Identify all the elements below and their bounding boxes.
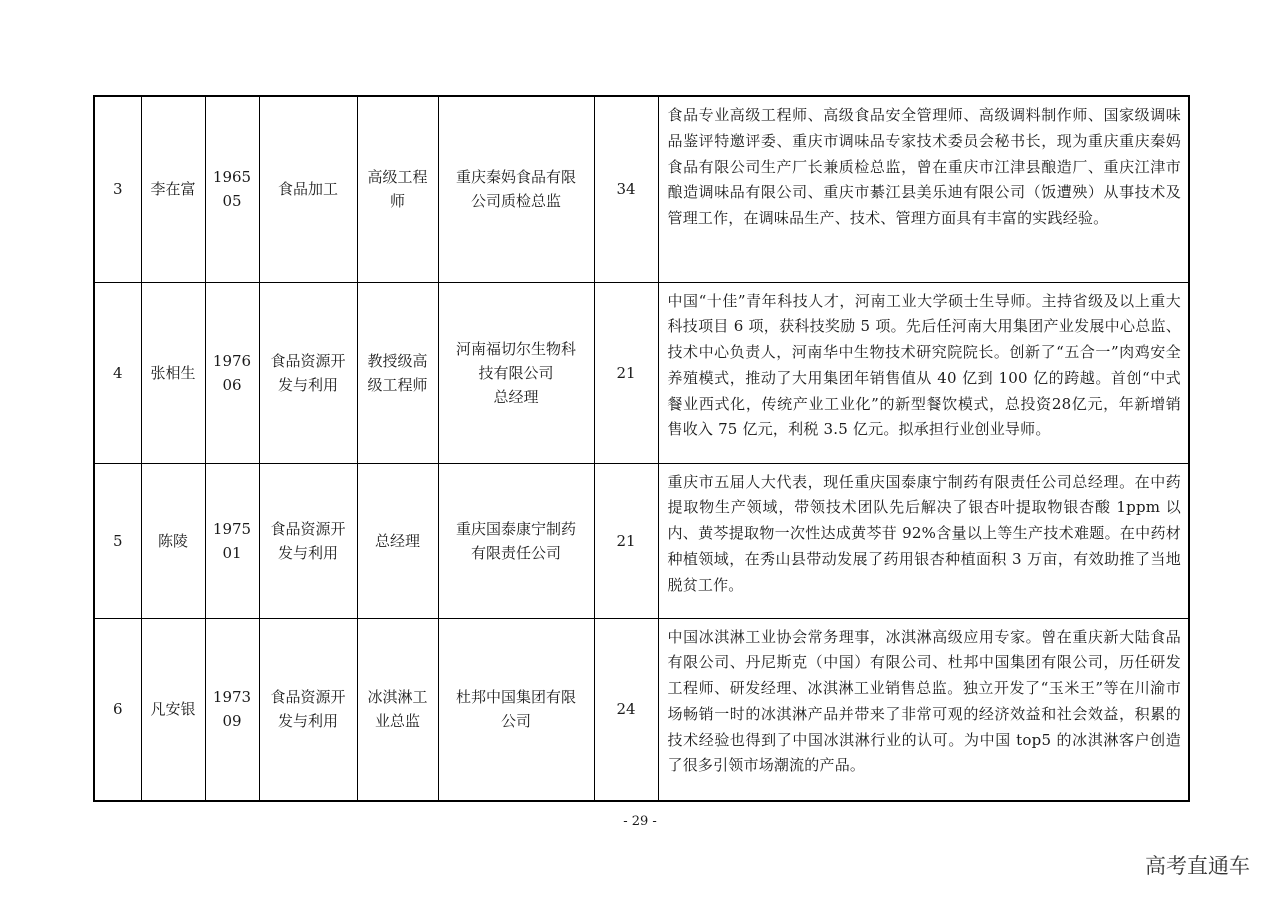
work-unit: 重庆国泰康宁制药 有限责任公司 — [438, 463, 594, 618]
row-index: 3 — [94, 96, 141, 282]
page-number: - 29 - — [623, 814, 657, 829]
specialty-field: 食品资源开 发与利用 — [259, 618, 357, 801]
table-row — [94, 96, 1189, 282]
years-of-experience: 21 — [594, 282, 658, 463]
watermark-label: 高考直通车 — [1145, 854, 1250, 878]
expert-table-body — [94, 96, 1189, 801]
expert-name: 陈陵 — [141, 463, 205, 618]
expert-table — [93, 95, 1190, 802]
work-unit: 河南福切尔生物科 技有限公司 总经理 — [438, 282, 594, 463]
birth-date: 1973 09 — [205, 618, 259, 801]
specialty-field: 食品加工 — [259, 96, 357, 282]
birth-date: 1975 01 — [205, 463, 259, 618]
birth-date: 1976 06 — [205, 282, 259, 463]
years-of-experience: 24 — [594, 618, 658, 801]
job-title: 教授级高 级工程师 — [357, 282, 438, 463]
years-of-experience: 21 — [594, 463, 658, 618]
row-index: 4 — [94, 282, 141, 463]
years-of-experience: 34 — [594, 96, 658, 282]
work-unit: 重庆秦妈食品有限 公司质检总监 — [438, 96, 594, 282]
expert-biography: 中国“十佳”青年科技人才，河南工业大学硕士生导师。主持省级及以上重大科技项目 6 项，获科技奖励 5 项。先后任河南大用集团产业发展中心总监、技术中心负责人，河南华中生物技术研究院院长。创新了“五合一”肉鸡安全养殖模式，推动了大用集团年销售值从 40 亿到 100 亿的跨越。首创“中式餐业西式化，传统产业工业化”的新型餐饮模式，总投资28亿元，年新增销售收入 75 亿元，利税 3.5 亿元。拟承担行业创业导师。 — [658, 282, 1189, 463]
expert-biography: 中国冰淇淋工业协会常务理事，冰淇淋高级应用专家。曾在重庆新大陆食品有限公司、丹尼斯克（中国）有限公司、杜邦中国集团有限公司，历任研发工程师、研发经理、冰淇淋工业销售总监。独立开发了“玉米王”等在川渝市场畅销一时的冰淇淋产品并带来了非常可观的经济效益和社会效益，积累的技术经验也得到了中国冰淇淋行业的认可。为中国 top5 的冰淇淋客户创造了很多引领市场潮流的产品。 — [658, 618, 1189, 801]
job-title: 总经理 — [357, 463, 438, 618]
job-title: 冰淇淋工 业总监 — [357, 618, 438, 801]
specialty-field: 食品资源开 发与利用 — [259, 282, 357, 463]
expert-name: 李在富 — [141, 96, 205, 282]
expert-biography: 重庆市五届人大代表，现任重庆国泰康宁制药有限责任公司总经理。在中药提取物生产领域，带领技术团队先后解决了银杏叶提取物银杏酸 1ppm 以内、黄芩提取物一次性达成黄芩苷 92%含量以上等生产技术难题。在中药材种植领域，在秀山县带动发展了药用银杏种植面积 3 万亩，有效助推了当地脱贫工作。 — [658, 463, 1189, 618]
row-index: 5 — [94, 463, 141, 618]
expert-name: 张相生 — [141, 282, 205, 463]
job-title: 高级工程 师 — [357, 96, 438, 282]
table-row — [94, 618, 1189, 801]
specialty-field: 食品资源开 发与利用 — [259, 463, 357, 618]
row-index: 6 — [94, 618, 141, 801]
table-row — [94, 282, 1189, 463]
table-row — [94, 463, 1189, 618]
expert-name: 凡安银 — [141, 618, 205, 801]
expert-biography: 食品专业高级工程师、高级食品安全管理师、高级调料制作师、国家级调味品鉴评特邀评委、重庆市调味品专家技术委员会秘书长，现为重庆重庆秦妈食品有限公司生产厂长兼质检总监，曾在重庆市江津县酿造厂、重庆江津市酿造调味品有限公司、重庆市綦江县美乐迪有限公司（饭遭殃）从事技术及管理工作，在调味品生产、技术、管理方面具有丰富的实践经验。 — [658, 96, 1189, 282]
work-unit: 杜邦中国集团有限 公司 — [438, 618, 594, 801]
birth-date: 1965 05 — [205, 96, 259, 282]
